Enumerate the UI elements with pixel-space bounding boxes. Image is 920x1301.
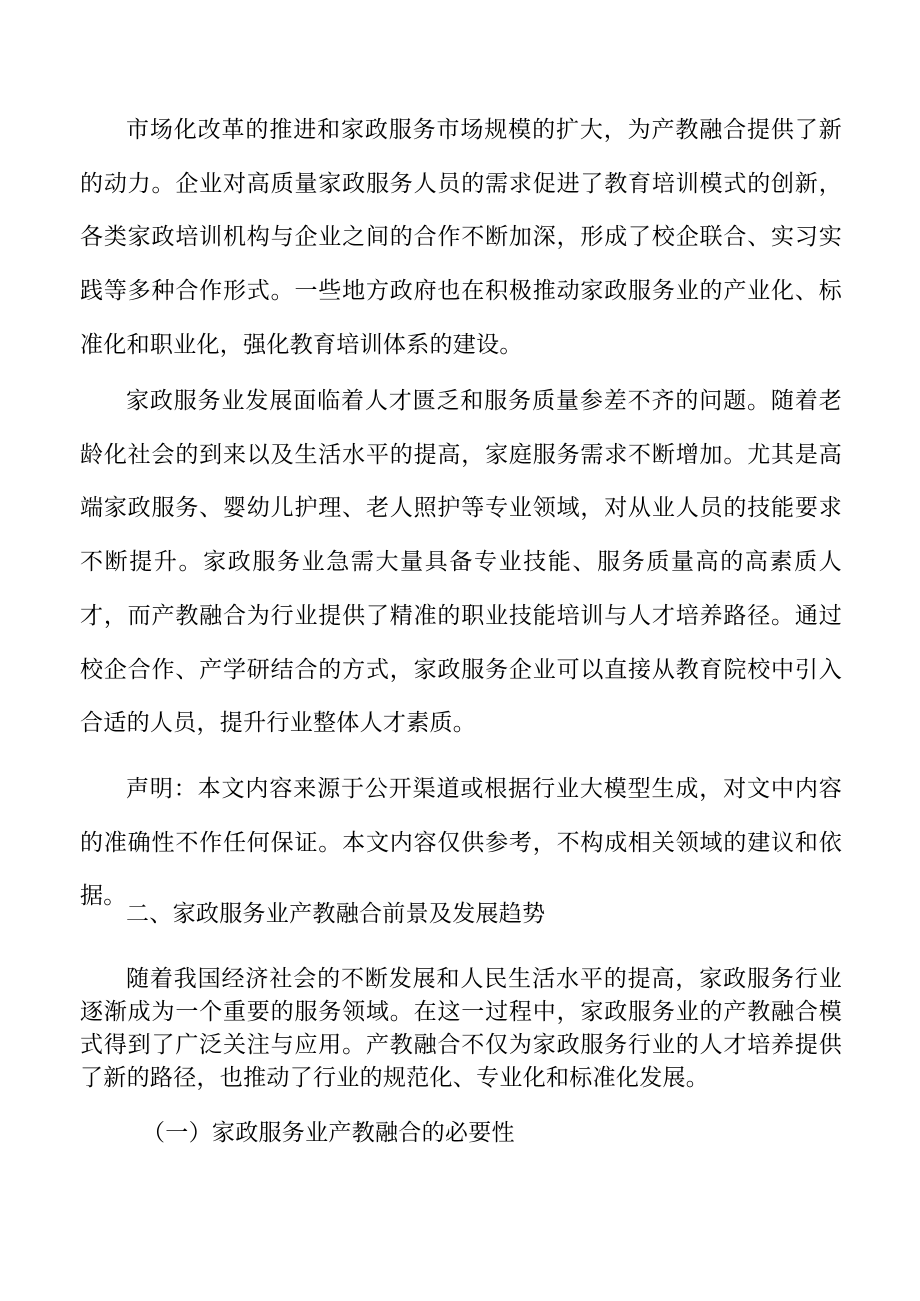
paragraph-talent-shortage: 家政服务业发展面临着人才匮乏和服务质量参差不齐的问题。随着老龄化社会的到来以及生活水平的提高，家庭服务需求不断增加。尤其是高端家政服务、婴幼儿护理、老人照护等专业领域，对从业人员的技能要求不断提升。家政服务业急需大量具备专业技能、服务质量高的高素质人才，而产教融合为行业提供了精准的职业技能培训与人才培养路径。通过校企合作、产学研结合的方式，家政服务企业可以直接从教育院校中引入合适的人员，提升行业整体人才素质。 — [80, 388, 842, 737]
paragraph-development-background: 随着我国经济社会的不断发展和人民生活水平的提高，家政服务行业逐渐成为一个重要的服务领域。在这一过程中，家政服务业的产教融合模式得到了广泛关注与应用。产教融合不仅为家政服务行业的人才培养提供了新的路径，也推动了行业的规范化、专业化和标准化发展。 — [80, 966, 842, 1091]
paragraph-market-reform: 市场化改革的推进和家政服务市场规模的扩大，为产教融合提供了新的动力。企业对高质量家政服务人员的需求促进了教育培训模式的创新，各类家政培训机构与企业之间的合作不断加深，形成了校企联合、实习实践等多种合作形式。一些地方政府也在积极推动家政服务业的产业化、标准化和职业化，强化教育培训体系的建设。 — [80, 117, 842, 358]
paragraph-disclaimer: 声明：本文内容来源于公开渠道或根据行业大模型生成，对文中内容的准确性不作任何保证。本文内容仅供参考，不构成相关领域的建议和依据。 — [80, 776, 842, 910]
subsection-heading: （一）家政服务业产教融合的必要性 — [142, 1120, 515, 1146]
section-heading: 二、家政服务业产教融合前景及发展趋势 — [126, 901, 546, 927]
